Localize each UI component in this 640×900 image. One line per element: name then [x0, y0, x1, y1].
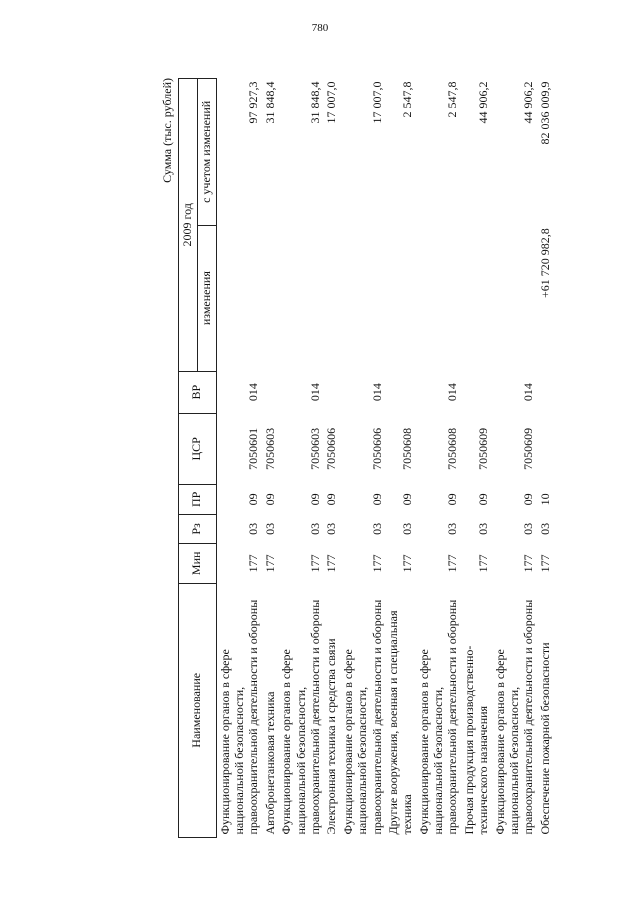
row-rz: 03 [307, 522, 322, 535]
row-csr: 7050608 [400, 427, 415, 470]
row-total: 2 547,8 [400, 81, 415, 118]
row-rz: 03 [262, 522, 277, 535]
table-row [492, 79, 537, 838]
table-row [537, 79, 553, 838]
table-row [216, 79, 262, 838]
row-vr: 014 [369, 383, 384, 402]
row-pr: 09 [246, 493, 261, 506]
row-name: Автобронетанковая техника [262, 691, 277, 835]
row-pr: 09 [521, 493, 536, 506]
row-rz: 03 [537, 522, 552, 535]
row-vr [262, 371, 278, 413]
row-csr: 7050601 [246, 427, 261, 470]
header-year: 2009 год [179, 79, 198, 372]
row-rz: 03 [521, 522, 536, 535]
row-vr: 014 [246, 383, 261, 402]
header-vr: ВР [179, 371, 217, 413]
row-min: 177 [324, 554, 339, 573]
row-name: Функционирование органов в сфере национальной безопасности, правоохранительной деятельности и обороны [492, 599, 536, 835]
header-min: Мин [179, 544, 217, 584]
row-vr [461, 371, 492, 413]
row-vr: 014 [521, 383, 536, 402]
row-vr: 014 [307, 383, 322, 402]
row-csr: 7050603 [307, 427, 322, 470]
row-name: Прочая продукция производственно-технического назначения [461, 645, 491, 835]
row-total: 17 007,0 [369, 81, 384, 124]
row-changes: +61 720 982,8 [537, 228, 552, 298]
row-min: 177 [307, 554, 322, 573]
row-csr: 7050609 [521, 427, 536, 470]
row-min: 177 [246, 554, 261, 573]
unit-caption: Сумма (тыс. рублей) [160, 78, 174, 183]
row-min: 177 [537, 554, 552, 573]
row-rz: 03 [369, 522, 384, 535]
row-pr: 09 [307, 493, 322, 506]
row-rz: 03 [246, 522, 261, 535]
row-vr [385, 371, 416, 413]
row-changes [385, 225, 416, 371]
page-number: 780 [311, 22, 329, 34]
header-changes: изменения [197, 225, 216, 371]
row-total: 31 848,4 [262, 81, 277, 124]
row-csr: 7050603 [262, 427, 277, 470]
row-pr: 09 [476, 493, 491, 506]
row-csr: 7050606 [369, 427, 384, 470]
row-rz: 03 [400, 522, 415, 535]
row-changes [323, 225, 339, 371]
table-row [323, 79, 339, 838]
row-total: 31 848,4 [307, 81, 322, 124]
row-vr [323, 371, 339, 413]
row-name: Функционирование органов в сфере национальной безопасности, правоохранительной деятельности и обороны [340, 599, 384, 835]
row-total: 44 906,2 [476, 81, 491, 124]
table-row [262, 79, 278, 838]
row-name: Обеспечение пожарной безопасности [537, 642, 552, 835]
row-vr: 014 [445, 383, 460, 402]
row-rz: 03 [445, 522, 460, 535]
row-name: Другие вооружения, военная и специальная техника [385, 610, 415, 835]
table-row [340, 79, 385, 838]
row-min: 177 [369, 554, 384, 573]
row-pr: 09 [445, 493, 460, 506]
row-changes [461, 225, 492, 371]
row-total: 82 036 009,9 [537, 81, 552, 145]
header-csr: ЦСР [179, 413, 217, 484]
row-changes [492, 225, 537, 371]
table-row [278, 79, 323, 838]
row-csr: 7050606 [324, 427, 339, 470]
row-name: Функционирование органов в сфере национальной безопасности, правоохранительной деятельности и обороны [279, 599, 322, 835]
row-changes [262, 225, 278, 371]
row-pr: 09 [262, 493, 277, 506]
row-changes [416, 225, 461, 371]
row-min: 177 [400, 554, 415, 573]
row-total: 97 927,3 [246, 81, 261, 124]
row-csr: 7050608 [445, 427, 460, 470]
row-changes [340, 225, 385, 371]
header-rz: Рз [179, 514, 217, 543]
header-with-changes: с учетом изменений [197, 79, 216, 226]
row-min: 177 [262, 554, 277, 573]
row-vr [537, 371, 553, 413]
row-name: Функционирование органов в сфере национальной безопасности, правоохранительной деятельности и обороны [416, 599, 460, 835]
row-total: 44 906,2 [521, 81, 536, 124]
row-total: 2 547,8 [445, 81, 460, 118]
row-total: 17 007,0 [324, 81, 339, 124]
budget-table [178, 78, 553, 838]
table-row [416, 79, 461, 838]
row-name: Функционирование органов в сфере национальной безопасности, правоохранительной деятельности и обороны [217, 599, 261, 835]
row-rz: 03 [324, 522, 339, 535]
row-changes [216, 225, 262, 371]
row-pr: 09 [369, 493, 384, 506]
row-pr: 09 [324, 493, 339, 506]
table-row [385, 79, 416, 838]
header-pr: ПР [179, 484, 217, 514]
row-changes [278, 225, 323, 371]
row-csr [537, 413, 553, 484]
row-rz: 03 [476, 522, 491, 535]
row-csr: 7050609 [476, 427, 491, 470]
row-min: 177 [445, 554, 460, 573]
row-pr: 10 [537, 493, 552, 506]
row-min: 177 [476, 554, 491, 573]
table-body [216, 79, 553, 838]
row-name: Электронная техника и средства связи [324, 638, 339, 835]
row-min: 177 [521, 554, 536, 573]
rotated-table-area [160, 78, 600, 838]
header-name: Наименование [179, 583, 217, 837]
table-row [461, 79, 492, 838]
row-pr: 09 [400, 493, 415, 506]
